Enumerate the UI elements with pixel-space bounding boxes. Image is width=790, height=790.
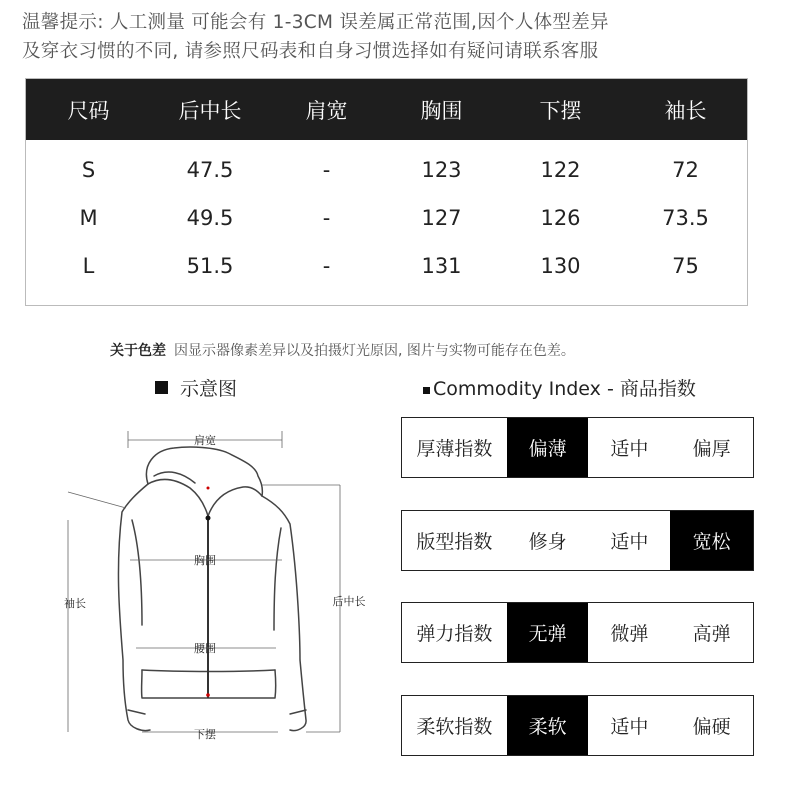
table-cell: 122 bbox=[540, 158, 581, 182]
index-option: 无弹 bbox=[507, 603, 589, 662]
thickness-index-row bbox=[401, 417, 754, 478]
index-label: 厚薄指数 bbox=[416, 438, 493, 460]
elasticity-index-row bbox=[401, 602, 754, 663]
sleeve-label: 袖长 bbox=[64, 597, 86, 610]
table-cell: 49.5 bbox=[186, 206, 234, 230]
commodity-index-heading bbox=[423, 374, 696, 401]
table-cell: 126 bbox=[540, 206, 581, 230]
commodity-index-title: Commodity Index - 商品指数 bbox=[433, 378, 696, 400]
table-cell: 47.5 bbox=[186, 158, 234, 182]
index-option: 偏硬 bbox=[692, 716, 731, 738]
index-option: 柔软 bbox=[507, 696, 589, 755]
table-cell: 127 bbox=[421, 206, 462, 230]
header-size: 尺码 bbox=[67, 98, 110, 123]
index-option: 高弹 bbox=[692, 623, 731, 645]
table-cell: - bbox=[322, 158, 331, 182]
diagram-title: 示意图 bbox=[180, 378, 238, 400]
index-option: 宽松 bbox=[670, 511, 753, 570]
table-cell: 72 bbox=[672, 158, 699, 182]
hem-label: 下摆 bbox=[194, 728, 216, 741]
index-option: 偏薄 bbox=[507, 418, 589, 477]
table-cell: - bbox=[322, 206, 331, 230]
waist-label: 腰围 bbox=[194, 642, 216, 655]
table-cell: 130 bbox=[540, 254, 581, 278]
index-label: 版型指数 bbox=[416, 531, 493, 553]
table-row bbox=[26, 194, 747, 242]
table-cell: 51.5 bbox=[186, 254, 234, 278]
index-label: 弹力指数 bbox=[416, 623, 493, 645]
notice-line-2: 及穿衣习惯的不同, 请参照尺码表和自身习惯选择如有疑问请联系客服 bbox=[22, 41, 599, 62]
square-bullet-icon bbox=[423, 387, 430, 394]
header-back-length: 后中长 bbox=[178, 98, 242, 123]
softness-index-row bbox=[401, 695, 754, 756]
table-cell: 75 bbox=[672, 254, 699, 278]
color-note-text: 因显示器像素差异以及拍摄灯光原因, 图片与实物可能存在色差。 bbox=[174, 343, 575, 359]
diagram-heading bbox=[155, 374, 237, 401]
size-table bbox=[25, 78, 748, 306]
chest-label: 胸围 bbox=[194, 554, 216, 567]
table-cell: S bbox=[81, 158, 96, 182]
index-option: 微弹 bbox=[610, 623, 649, 645]
table-cell: 73.5 bbox=[662, 206, 709, 230]
fit-index-row bbox=[401, 510, 754, 571]
index-option: 偏厚 bbox=[692, 438, 731, 460]
header-shoulder: 肩宽 bbox=[305, 98, 348, 123]
size-table-header bbox=[26, 79, 747, 140]
size-notice bbox=[22, 8, 782, 66]
table-cell: L bbox=[82, 254, 95, 278]
shoulder-label: 肩宽 bbox=[194, 434, 216, 447]
index-option: 适中 bbox=[610, 716, 649, 738]
color-difference-note bbox=[110, 340, 575, 360]
table-row bbox=[26, 242, 747, 290]
table-cell: - bbox=[322, 254, 331, 278]
notice-line-1: 温馨提示: 人工测量 可能会有 1-3CM 误差属正常范围,因个人体型差异 bbox=[22, 12, 609, 33]
index-option: 适中 bbox=[610, 531, 649, 553]
table-cell: 131 bbox=[421, 254, 462, 278]
table-cell: 123 bbox=[421, 158, 462, 182]
back-length-label: 后中长 bbox=[332, 595, 366, 608]
table-cell: M bbox=[79, 206, 98, 230]
hoodie-measurement-diagram bbox=[50, 420, 370, 750]
header-sleeve: 袖长 bbox=[664, 98, 707, 123]
header-chest: 胸围 bbox=[420, 98, 463, 123]
square-bullet-icon bbox=[155, 381, 168, 394]
color-note-label: 关于色差 bbox=[110, 343, 166, 359]
index-option: 适中 bbox=[610, 438, 649, 460]
header-hem: 下摆 bbox=[539, 98, 582, 123]
index-label: 柔软指数 bbox=[416, 716, 493, 738]
table-row bbox=[26, 146, 747, 194]
index-option: 修身 bbox=[528, 531, 567, 553]
